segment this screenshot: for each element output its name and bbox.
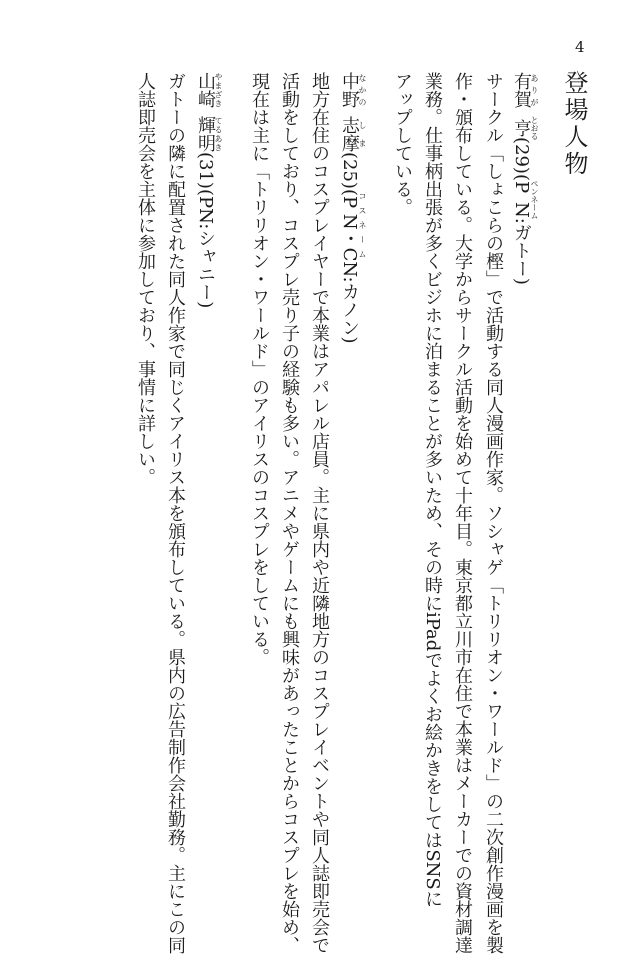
given-name: 輝明てるあき bbox=[195, 116, 223, 152]
character-name-ariga bbox=[512, 72, 539, 285]
description-line: 地方在住のコスプレイヤーで本業はアパレル店員。主に県内や近隣地方のコスプレイベントや同人誌即売会で bbox=[309, 72, 330, 954]
description-line: アップしている。 bbox=[392, 72, 413, 216]
character-name-nakano bbox=[340, 72, 367, 344]
family-name: 山崎やまざき bbox=[195, 72, 223, 108]
age: (29) bbox=[511, 137, 532, 174]
description-line: ガトーの隣に配置された同人作家で同じくアイリス本を頒布している。県内の広告制作会社勤務。主にこの同 bbox=[165, 72, 186, 954]
page-number: 4 bbox=[575, 38, 585, 56]
character-name-yamazaki bbox=[196, 72, 223, 308]
pen-name: (PN:シャニー) bbox=[195, 188, 216, 309]
age: (31) bbox=[195, 152, 216, 189]
page-title: 登場人物 bbox=[560, 70, 588, 178]
description-line: 業務。仕事柄出張が多くビジホに泊まることが多いため、その時にiPadでよくお絵かきをしてはSNSに bbox=[422, 72, 443, 908]
pen-name-label: P Nペンネーム bbox=[511, 179, 539, 220]
pen-name-open: ( bbox=[511, 173, 532, 181]
description-line: 現在は主に「トリリオン・ワールド」のアイリスのコスプレをしている。 bbox=[249, 72, 270, 666]
pen-name-value: :ガトー) bbox=[511, 217, 532, 285]
description-line: 人誌即売会を主体に参加しており、事情に詳しい。 bbox=[135, 72, 156, 486]
given-name: 亨とおる bbox=[511, 116, 539, 140]
pen-name-label: (P N・Cコスネーム bbox=[339, 188, 367, 262]
family-name: 中野なかの bbox=[339, 72, 367, 108]
age: (25) bbox=[339, 152, 360, 189]
given-name: 志摩しま bbox=[339, 116, 367, 152]
description-line: 活動をしており、コスプレ売り子の経験も多い。アニメやゲームにも興味があったことからコスプレを始め、 bbox=[279, 72, 300, 954]
family-name: 有賀ありが bbox=[511, 72, 539, 108]
pen-name-value: N:カノン) bbox=[339, 261, 360, 344]
description-line: サークル「しょこらの樫」で活動する同人漫画作家。ソシャゲ「トリリオン・ワールド」の二次創作漫画を製 bbox=[483, 72, 504, 954]
description-line: 作・頒布している。大学からサークル活動を始めて十年目。東京都立川市在住で本業はメーカーでの資材調達 bbox=[452, 72, 473, 954]
